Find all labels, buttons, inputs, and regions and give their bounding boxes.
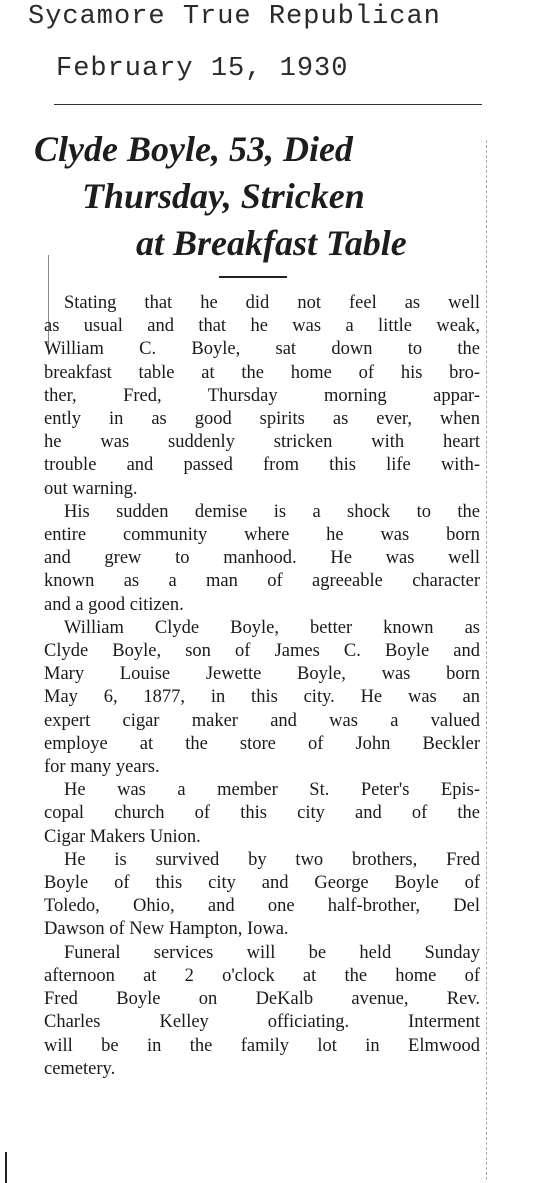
article-line: Dawson of New Hampton, Iowa. [44,919,289,940]
article-line: ther, Fred, Thursday morning appar- [44,385,480,406]
article-line: Mary Louise Jewette Boyle, was born [44,664,480,685]
article-line: out warning. [44,478,138,499]
article-line: and grew to manhood. He was well [44,548,480,569]
article-line: Fred Boyle on DeKalb avenue, Rev. [44,989,480,1010]
article-line: will be in the family lot in Elmwood [44,1035,480,1056]
article-line: William Clyde Boyle, better known as [64,617,480,638]
article-line: for many years. [44,757,160,778]
article-line: Stating that he did not feel as well [64,293,480,313]
column-right-edge [486,140,487,1180]
article-line: and a good citizen. [44,594,184,615]
article-line: employe at the store of John Beckler [44,733,480,754]
article-line: trouble and passed from this life with- [44,455,480,476]
article-line: entire community where he was born [44,525,480,546]
article-line: Cigar Makers Union. [44,826,201,847]
publication-date: February 15, 1930 [56,54,349,84]
headline-line-3: at Breakfast Table [136,223,407,263]
article-line: William C. Boyle, sat down to the [44,339,480,360]
article-line: May 6, 1877, in this city. He was an [44,687,480,708]
article-paragraph [44,779,480,849]
header-rule [54,104,482,105]
article-line: He is survived by two brothers, Fred [64,849,480,870]
article-line: Charles Kelley officiating. Interment [44,1012,480,1033]
article-body [44,292,480,1081]
article-line: cemetery. [44,1058,116,1079]
article-paragraph [44,292,480,501]
article-paragraph [44,501,480,617]
article-line: afternoon at 2 o'clock at the home of [44,965,480,986]
article-paragraph [44,617,480,779]
article-line: he was suddenly stricken with heart [44,432,480,453]
article-line: known as a man of agreeable character [44,571,480,592]
article-line: Clyde Boyle, son of James C. Boyle and [44,641,480,662]
article-line: ently in as good spirits as ever, when [44,409,480,430]
headline-line-2: Thursday, Stricken [82,176,365,216]
headline-divider [219,276,287,278]
article-line: expert cigar maker and was a valued [44,710,480,731]
article-line: breakfast table at the home of his bro- [44,362,480,383]
article-paragraph [44,942,480,1081]
article-line: His sudden demise is a shock to the [64,501,480,522]
article-line: Toledo, Ohio, and one half-brother, Del [44,896,480,917]
article-headline [30,126,485,267]
article-paragraph [44,849,480,942]
article-line: copal church of this city and of the [44,803,480,824]
headline-line-1: Clyde Boyle, 53, Died [34,129,353,169]
article-line: as usual and that he was a little weak, [44,316,480,337]
article-line: He was a member St. Peter's Epis- [64,780,480,801]
newspaper-name: Sycamore True Republican [28,2,441,32]
article-line: Boyle of this city and George Boyle of [44,873,480,894]
clipping-edge-mark [5,1152,7,1183]
article-line: Funeral services will be held Sunday [64,942,480,963]
